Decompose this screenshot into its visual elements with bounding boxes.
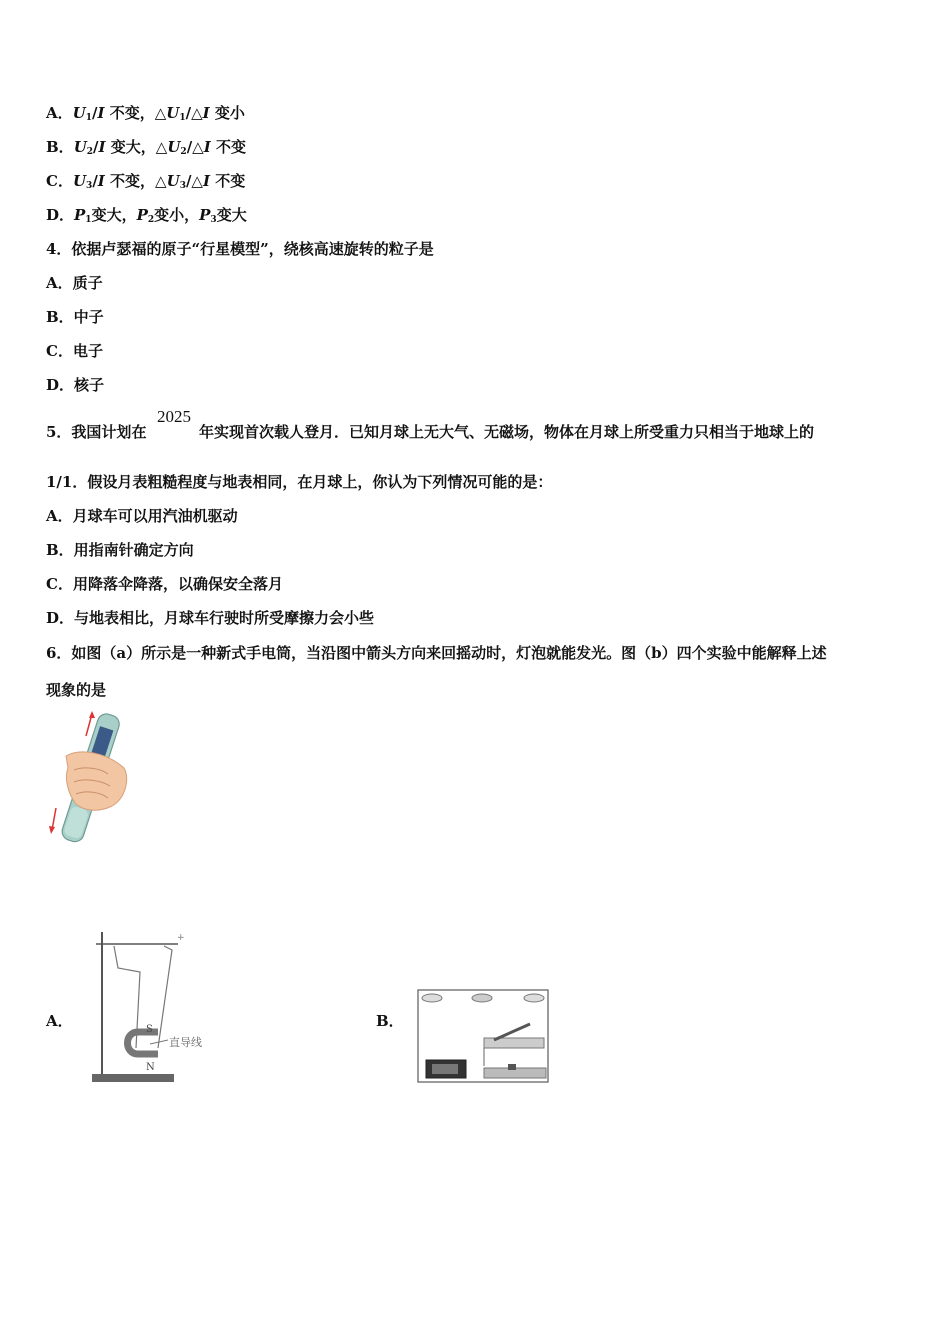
q3-option-a: A．$U_1/I$ 不变，$\triangle U_1/\triangle I$ 变小 <box>46 104 245 123</box>
down-arrowhead <box>49 826 55 834</box>
q4-option-d: D．核子 <box>46 376 105 394</box>
option-b-figure <box>412 984 554 1088</box>
q3-option-c: C．$U_3/I$ 不变，$\triangle U_3/\triangle I$ 不变 <box>46 172 246 191</box>
q5-year: 2025 <box>157 407 191 426</box>
battery-cell <box>432 1064 458 1074</box>
switch-base <box>484 1038 544 1048</box>
q6-stem-b: 现象的是 <box>46 681 107 699</box>
q3-option-b: B．$U_2/I$ 变大，$\triangle U_2/\triangle I$ 不变 <box>46 138 246 157</box>
q4-stem: 4．依据卢瑟福的原子“行星模型”，绕核高速旋转的粒子是 <box>46 240 434 258</box>
q4-option-a: A．质子 <box>46 274 103 292</box>
lamp-1 <box>422 994 442 1002</box>
lamp-2 <box>472 994 492 1002</box>
stand-base <box>92 1074 174 1082</box>
wire-right <box>158 946 172 1048</box>
q5-stem-c: 1/1．假设月表粗糙程度与地表相同，在月球上，你认为下列情况可能的是： <box>46 473 553 491</box>
q5-option-c: C．用降落伞降落，以确保安全落月 <box>46 575 283 593</box>
tube-end <box>63 805 89 839</box>
q4-option-c: C．电子 <box>46 342 103 360</box>
q5-option-a: A．月球车可以用汽油机驱动 <box>46 507 238 525</box>
q5-stem-b: 年实现首次载人登月．已知月球上无大气、无磁场，物体在月球上所受重力只相当于地球上的 <box>199 423 815 441</box>
q6-option-a-label: A． <box>46 1012 73 1030</box>
q6-stem-a: 6．如图（a）所示是一种新式手电筒，当沿图中箭头方向来回摇动时，灯泡就能发光。图（b）四个实验中能解释上述 <box>46 644 827 662</box>
up-arrowhead <box>89 711 95 718</box>
terminal-plus: + <box>177 933 185 943</box>
lamp-3 <box>524 994 544 1002</box>
q5-option-d: D．与地表相比，月球车行驶时所受摩擦力会小些 <box>46 609 375 627</box>
flashlight-figure <box>46 708 136 850</box>
q3-option-d: D．$P_1$变大，$P_2$变小，$P_3$变大 <box>46 206 247 225</box>
q6-option-b-label: B． <box>376 1012 404 1030</box>
pole-s: S <box>146 1024 153 1035</box>
q5-option-b: B．用指南针确定方向 <box>46 541 194 559</box>
pole-n: N <box>146 1062 155 1073</box>
option-a-figure <box>88 928 218 1086</box>
wire-label: 直导线 <box>169 1036 202 1049</box>
rheostat-slider <box>508 1064 516 1070</box>
q5-stem-a: 5．我国计划在 <box>46 423 147 441</box>
q4-option-b: B．中子 <box>46 308 104 326</box>
